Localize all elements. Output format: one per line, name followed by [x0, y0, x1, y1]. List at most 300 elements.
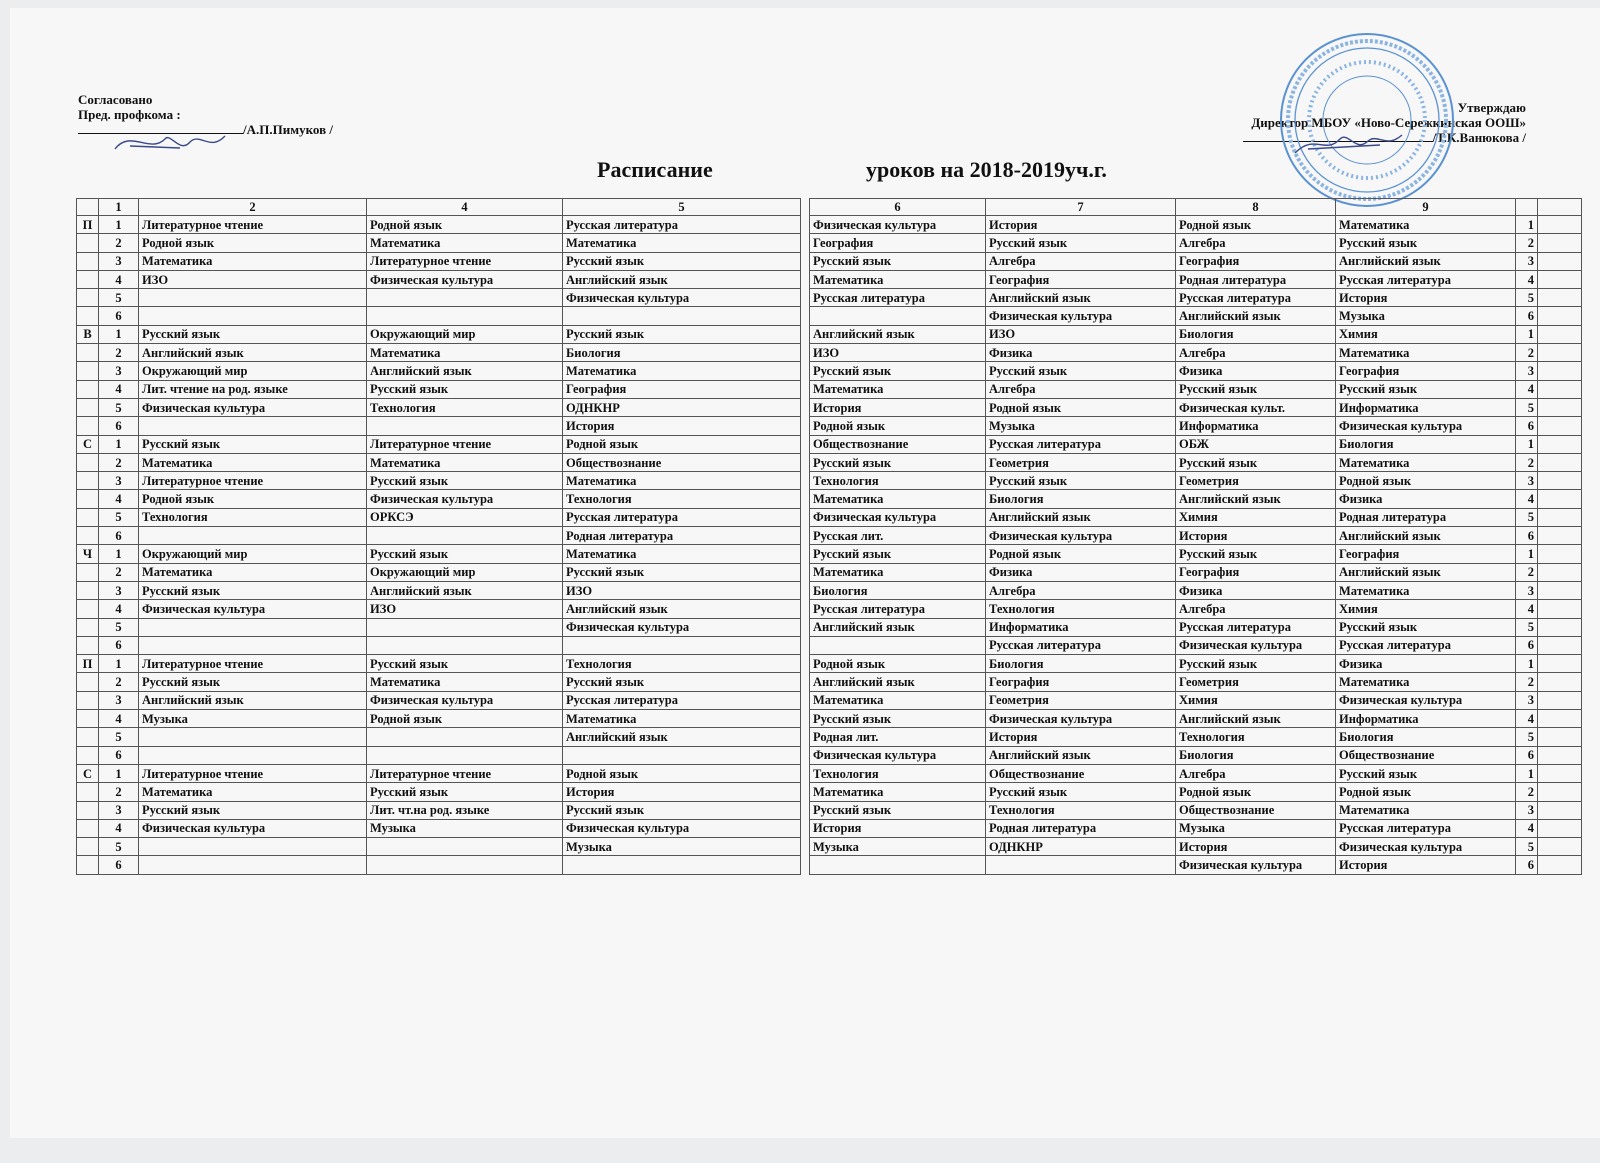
lesson-number: 6: [99, 636, 139, 654]
subject-grade-8: ОБЖ: [1176, 435, 1336, 453]
subject-grade-7: Родной язык: [986, 545, 1176, 563]
left-header-grade-5: 5: [563, 199, 801, 216]
subject-grade-2: Родной язык: [139, 234, 367, 252]
lesson-number: 4: [1516, 819, 1538, 837]
lesson-number: 2: [1516, 453, 1538, 471]
subject-grade-4: [367, 417, 563, 435]
empty-cell: [1538, 545, 1582, 563]
subject-grade-5: Русская литература: [563, 691, 801, 709]
lesson-number: 1: [99, 216, 139, 234]
subject-grade-7: ИЗО: [986, 325, 1176, 343]
right-table-row: [810, 856, 1582, 874]
subject-grade-5: Русский язык: [563, 252, 801, 270]
lesson-number: 3: [99, 362, 139, 380]
empty-cell: [1538, 636, 1582, 654]
right-table-row: [810, 600, 1582, 618]
lesson-number: 4: [99, 490, 139, 508]
left-table-row: [77, 673, 801, 691]
subject-grade-2: [139, 856, 367, 874]
subject-grade-9: Биология: [1336, 435, 1516, 453]
subject-grade-2: [139, 618, 367, 636]
lesson-number: 5: [99, 289, 139, 307]
left-table-row: [77, 490, 801, 508]
subject-grade-8: Физика: [1176, 362, 1336, 380]
empty-cell: [1538, 581, 1582, 599]
right-table-row: [810, 490, 1582, 508]
right-header-extra: [1538, 199, 1582, 216]
subject-grade-9: Русский язык: [1336, 380, 1516, 398]
lesson-number: 1: [99, 325, 139, 343]
subject-grade-8: Физическая культ.: [1176, 398, 1336, 416]
subject-grade-9: Родная литература: [1336, 508, 1516, 526]
left-header-grade-4: 4: [367, 199, 563, 216]
subject-grade-9: Математика: [1336, 216, 1516, 234]
subject-grade-4: [367, 856, 563, 874]
subject-grade-7: Физическая культура: [986, 710, 1176, 728]
subject-grade-6: [810, 307, 986, 325]
lesson-number: 2: [99, 563, 139, 581]
subject-grade-2: [139, 289, 367, 307]
subject-grade-6: Английский язык: [810, 618, 986, 636]
subject-grade-4: Математика: [367, 673, 563, 691]
subject-grade-4: Музыка: [367, 819, 563, 837]
subject-grade-4: Окружающий мир: [367, 563, 563, 581]
subject-grade-5: Математика: [563, 234, 801, 252]
lesson-number: 2: [1516, 344, 1538, 362]
right-table-row: [810, 673, 1582, 691]
lesson-number: 5: [1516, 838, 1538, 856]
right-table-row: [810, 545, 1582, 563]
right-table-row: [810, 783, 1582, 801]
subject-grade-8: Английский язык: [1176, 307, 1336, 325]
subject-grade-5: [563, 746, 801, 764]
empty-cell: [1538, 746, 1582, 764]
subject-grade-8: Алгебра: [1176, 764, 1336, 782]
subject-grade-7: Физика: [986, 563, 1176, 581]
right-header-number: [1516, 199, 1538, 216]
subject-grade-4: [367, 636, 563, 654]
left-table-row: [77, 581, 801, 599]
left-table-row: [77, 838, 801, 856]
day-letter: [77, 398, 99, 416]
empty-cell: [1538, 216, 1582, 234]
subject-grade-6: География: [810, 234, 986, 252]
subject-grade-5: Физическая культура: [563, 618, 801, 636]
subject-grade-4: [367, 618, 563, 636]
empty-cell: [1538, 435, 1582, 453]
subject-grade-5: Русский язык: [563, 673, 801, 691]
subject-grade-8: География: [1176, 563, 1336, 581]
subject-grade-5: История: [563, 417, 801, 435]
subject-grade-7: Биология: [986, 655, 1176, 673]
lesson-number: 6: [99, 856, 139, 874]
subject-grade-2: [139, 728, 367, 746]
subject-grade-7: Алгебра: [986, 581, 1176, 599]
subject-grade-9: Математика: [1336, 344, 1516, 362]
empty-cell: [1538, 655, 1582, 673]
lesson-number: 6: [1516, 417, 1538, 435]
left-table-row: [77, 270, 801, 288]
lesson-number: 5: [1516, 508, 1538, 526]
left-table-row: [77, 801, 801, 819]
left-table-row: [77, 325, 801, 343]
subject-grade-5: Русский язык: [563, 801, 801, 819]
day-letter: [77, 234, 99, 252]
left-table-row: [77, 362, 801, 380]
subject-grade-2: Физическая культура: [139, 398, 367, 416]
subject-grade-7: Обществознание: [986, 764, 1176, 782]
lesson-number: 1: [1516, 435, 1538, 453]
lesson-number: 6: [99, 527, 139, 545]
subject-grade-2: Литературное чтение: [139, 655, 367, 673]
subject-grade-5: История: [563, 783, 801, 801]
subject-grade-9: История: [1336, 856, 1516, 874]
subject-grade-8: Английский язык: [1176, 490, 1336, 508]
day-letter: [77, 618, 99, 636]
subject-grade-9: Родной язык: [1336, 472, 1516, 490]
lesson-number: 2: [1516, 234, 1538, 252]
subject-grade-4: Окружающий мир: [367, 325, 563, 343]
lesson-number: 3: [1516, 691, 1538, 709]
lesson-number: 1: [99, 545, 139, 563]
lesson-number: 1: [1516, 325, 1538, 343]
empty-cell: [1538, 325, 1582, 343]
schedule-table-right: [809, 198, 1582, 875]
subject-grade-5: Обществознание: [563, 453, 801, 471]
subject-grade-2: Математика: [139, 783, 367, 801]
subject-grade-7: Геометрия: [986, 453, 1176, 471]
empty-cell: [1538, 563, 1582, 581]
subject-grade-4: Русский язык: [367, 545, 563, 563]
lesson-number: 3: [1516, 362, 1538, 380]
subject-grade-6: Английский язык: [810, 673, 986, 691]
empty-cell: [1538, 490, 1582, 508]
subject-grade-7: Английский язык: [986, 289, 1176, 307]
subject-grade-9: География: [1336, 362, 1516, 380]
left-table-row: [77, 527, 801, 545]
empty-cell: [1538, 618, 1582, 636]
subject-grade-6: Русская литература: [810, 289, 986, 307]
left-table-row: [77, 783, 801, 801]
left-table-row: [77, 398, 801, 416]
subject-grade-2: Русский язык: [139, 581, 367, 599]
lesson-number: 1: [1516, 655, 1538, 673]
day-letter: [77, 838, 99, 856]
subject-grade-7: Родная литература: [986, 819, 1176, 837]
subject-grade-5: Математика: [563, 710, 801, 728]
subject-grade-9: Физическая культура: [1336, 691, 1516, 709]
subject-grade-4: [367, 527, 563, 545]
subject-grade-4: Родной язык: [367, 216, 563, 234]
day-letter: С: [77, 764, 99, 782]
subject-grade-8: Родная литература: [1176, 270, 1336, 288]
subject-grade-2: Литературное чтение: [139, 216, 367, 234]
day-letter: [77, 710, 99, 728]
subject-grade-2: [139, 527, 367, 545]
lesson-number: 3: [99, 472, 139, 490]
left-table-row: [77, 728, 801, 746]
subject-grade-6: Русский язык: [810, 453, 986, 471]
empty-cell: [1538, 508, 1582, 526]
day-letter: [77, 636, 99, 654]
subject-grade-2: [139, 746, 367, 764]
subject-grade-9: Английский язык: [1336, 527, 1516, 545]
subject-grade-6: Биология: [810, 581, 986, 599]
day-letter: [77, 490, 99, 508]
subject-grade-9: Химия: [1336, 600, 1516, 618]
subject-grade-5: Русский язык: [563, 325, 801, 343]
subject-grade-7: Английский язык: [986, 508, 1176, 526]
left-header-row: [77, 199, 801, 216]
day-letter: [77, 673, 99, 691]
subject-grade-7: История: [986, 728, 1176, 746]
subject-grade-4: Математика: [367, 234, 563, 252]
subject-grade-9: Русская литература: [1336, 819, 1516, 837]
lesson-number: 6: [99, 307, 139, 325]
subject-grade-8: Русская литература: [1176, 618, 1336, 636]
subject-grade-9: Русский язык: [1336, 234, 1516, 252]
subject-grade-4: Лит. чт.на род. языке: [367, 801, 563, 819]
subject-grade-8: Русский язык: [1176, 453, 1336, 471]
subject-grade-4: Родной язык: [367, 710, 563, 728]
subject-grade-4: Математика: [367, 344, 563, 362]
subject-grade-2: [139, 838, 367, 856]
subject-grade-4: ИЗО: [367, 600, 563, 618]
subject-grade-9: Математика: [1336, 673, 1516, 691]
empty-cell: [1538, 691, 1582, 709]
left-table-row: [77, 618, 801, 636]
subject-grade-5: [563, 307, 801, 325]
subject-grade-4: Русский язык: [367, 655, 563, 673]
subject-grade-5: Русская литература: [563, 216, 801, 234]
empty-cell: [1538, 764, 1582, 782]
day-letter: П: [77, 216, 99, 234]
subject-grade-9: Русская литература: [1336, 270, 1516, 288]
lesson-number: 4: [1516, 380, 1538, 398]
subject-grade-7: Родной язык: [986, 398, 1176, 416]
union-chair-label: Пред. профкома :: [78, 107, 181, 122]
subject-grade-7: Английский язык: [986, 746, 1176, 764]
lesson-number: 5: [99, 728, 139, 746]
subject-grade-6: Математика: [810, 691, 986, 709]
day-letter: [77, 527, 99, 545]
day-letter: [77, 307, 99, 325]
empty-cell: [1538, 234, 1582, 252]
subject-grade-9: Родной язык: [1336, 783, 1516, 801]
school-stamp: [1275, 28, 1460, 213]
empty-cell: [1538, 472, 1582, 490]
subject-grade-2: Литературное чтение: [139, 764, 367, 782]
left-table-row: [77, 380, 801, 398]
subject-grade-8: Информатика: [1176, 417, 1336, 435]
subject-grade-6: Математика: [810, 380, 986, 398]
right-table-row: [810, 307, 1582, 325]
lesson-number: 1: [99, 435, 139, 453]
day-letter: [77, 819, 99, 837]
empty-cell: [1538, 783, 1582, 801]
day-letter: [77, 344, 99, 362]
empty-cell: [1538, 710, 1582, 728]
right-table-row: [810, 472, 1582, 490]
subject-grade-8: Геометрия: [1176, 472, 1336, 490]
subject-grade-9: Физика: [1336, 655, 1516, 673]
left-table-row: [77, 289, 801, 307]
subject-grade-2: Русский язык: [139, 325, 367, 343]
subject-grade-5: ОДНКНР: [563, 398, 801, 416]
day-letter: [77, 746, 99, 764]
right-table-row: [810, 362, 1582, 380]
lesson-number: 5: [99, 618, 139, 636]
left-table-row: [77, 252, 801, 270]
lesson-number: 3: [99, 581, 139, 599]
lesson-number: 4: [99, 270, 139, 288]
subject-grade-5: Технология: [563, 655, 801, 673]
lesson-number: 3: [1516, 252, 1538, 270]
left-table-row: [77, 307, 801, 325]
subject-grade-2: [139, 417, 367, 435]
subject-grade-7: Физика: [986, 344, 1176, 362]
subject-grade-6: Родная лит.: [810, 728, 986, 746]
left-table-row: [77, 636, 801, 654]
subject-grade-7: Русский язык: [986, 472, 1176, 490]
day-letter: [77, 417, 99, 435]
subject-grade-2: Окружающий мир: [139, 545, 367, 563]
lesson-number: 1: [1516, 216, 1538, 234]
lesson-number: 2: [99, 783, 139, 801]
subject-grade-5: ИЗО: [563, 581, 801, 599]
day-letter: [77, 856, 99, 874]
subject-grade-6: ИЗО: [810, 344, 986, 362]
right-table-row: [810, 563, 1582, 581]
subject-grade-2: Русский язык: [139, 435, 367, 453]
empty-cell: [1538, 344, 1582, 362]
lesson-number: 5: [1516, 398, 1538, 416]
lesson-number: 6: [1516, 307, 1538, 325]
subject-grade-7: Геометрия: [986, 691, 1176, 709]
empty-cell: [1538, 289, 1582, 307]
subject-grade-4: [367, 728, 563, 746]
subject-grade-4: Русский язык: [367, 380, 563, 398]
right-header-grade-7: 7: [986, 199, 1176, 216]
subject-grade-6: Технология: [810, 472, 986, 490]
lesson-number: 6: [1516, 527, 1538, 545]
subject-grade-6: Математика: [810, 490, 986, 508]
lesson-number: 5: [99, 508, 139, 526]
empty-cell: [1538, 417, 1582, 435]
director-name: /Т.К.Ванюкова /: [1432, 130, 1526, 145]
lesson-number: 3: [1516, 581, 1538, 599]
empty-cell: [1538, 252, 1582, 270]
lesson-number: 3: [1516, 472, 1538, 490]
subject-grade-4: ОРКСЭ: [367, 508, 563, 526]
right-table-row: [810, 655, 1582, 673]
subject-grade-6: Русский язык: [810, 362, 986, 380]
empty-cell: [1538, 838, 1582, 856]
subject-grade-8: Физическая культура: [1176, 636, 1336, 654]
subject-grade-6: История: [810, 819, 986, 837]
subject-grade-6: Физическая культура: [810, 746, 986, 764]
subject-grade-2: Математика: [139, 453, 367, 471]
subject-grade-5: География: [563, 380, 801, 398]
subject-grade-4: [367, 289, 563, 307]
subject-grade-7: Музыка: [986, 417, 1176, 435]
right-table-row: [810, 435, 1582, 453]
subject-grade-5: Биология: [563, 344, 801, 362]
subject-grade-2: Физическая культура: [139, 600, 367, 618]
subject-grade-6: Музыка: [810, 838, 986, 856]
lesson-number: 1: [1516, 545, 1538, 563]
subject-grade-4: Физическая культура: [367, 270, 563, 288]
subject-grade-5: [563, 636, 801, 654]
lesson-number: 3: [99, 801, 139, 819]
subject-grade-5: Математика: [563, 362, 801, 380]
subject-grade-5: Математика: [563, 472, 801, 490]
union-chair-signature: [110, 124, 240, 164]
subject-grade-9: Русская литература: [1336, 636, 1516, 654]
subject-grade-5: [563, 856, 801, 874]
agreed-label: Согласовано: [78, 92, 153, 107]
subject-grade-8: Музыка: [1176, 819, 1336, 837]
day-letter: [77, 508, 99, 526]
lesson-number: 6: [99, 417, 139, 435]
lesson-number: 1: [1516, 764, 1538, 782]
lesson-number: 5: [1516, 618, 1538, 636]
lesson-number: 6: [1516, 856, 1538, 874]
lesson-number: 2: [1516, 783, 1538, 801]
subject-grade-7: Информатика: [986, 618, 1176, 636]
day-letter: [77, 380, 99, 398]
subject-grade-7: Технология: [986, 801, 1176, 819]
left-table-row: [77, 344, 801, 362]
left-header-grade-2: 2: [139, 199, 367, 216]
subject-grade-6: Родной язык: [810, 655, 986, 673]
lesson-number: 2: [1516, 563, 1538, 581]
empty-cell: [1538, 398, 1582, 416]
lesson-number: 2: [99, 234, 139, 252]
empty-cell: [1538, 527, 1582, 545]
lesson-number: 4: [99, 819, 139, 837]
subject-grade-4: Английский язык: [367, 362, 563, 380]
subject-grade-9: Математика: [1336, 453, 1516, 471]
subject-grade-4: Литературное чтение: [367, 435, 563, 453]
left-header-day: [77, 199, 99, 216]
subject-grade-2: Родной язык: [139, 490, 367, 508]
right-table-row: [810, 801, 1582, 819]
subject-grade-4: Физическая культура: [367, 490, 563, 508]
left-table-row: [77, 600, 801, 618]
right-table-row: [810, 453, 1582, 471]
subject-grade-4: Литературное чтение: [367, 252, 563, 270]
lesson-number: 5: [1516, 728, 1538, 746]
left-table-row: [77, 710, 801, 728]
subject-grade-8: Алгебра: [1176, 600, 1336, 618]
subject-grade-4: [367, 838, 563, 856]
subject-grade-7: Физическая культура: [986, 307, 1176, 325]
subject-grade-6: Технология: [810, 764, 986, 782]
subject-grade-8: Русский язык: [1176, 380, 1336, 398]
right-table-row: [810, 728, 1582, 746]
left-table-row: [77, 746, 801, 764]
subject-grade-8: Физика: [1176, 581, 1336, 599]
approve-label: Утверждаю: [1457, 100, 1526, 115]
union-chair-name: /А.П.Пимуков /: [243, 122, 333, 137]
subject-grade-6: Математика: [810, 270, 986, 288]
day-letter: [77, 581, 99, 599]
right-header-grade-6: 6: [810, 199, 986, 216]
right-table-row: [810, 508, 1582, 526]
right-header-grade-8: 8: [1176, 199, 1336, 216]
lesson-number: 5: [99, 398, 139, 416]
